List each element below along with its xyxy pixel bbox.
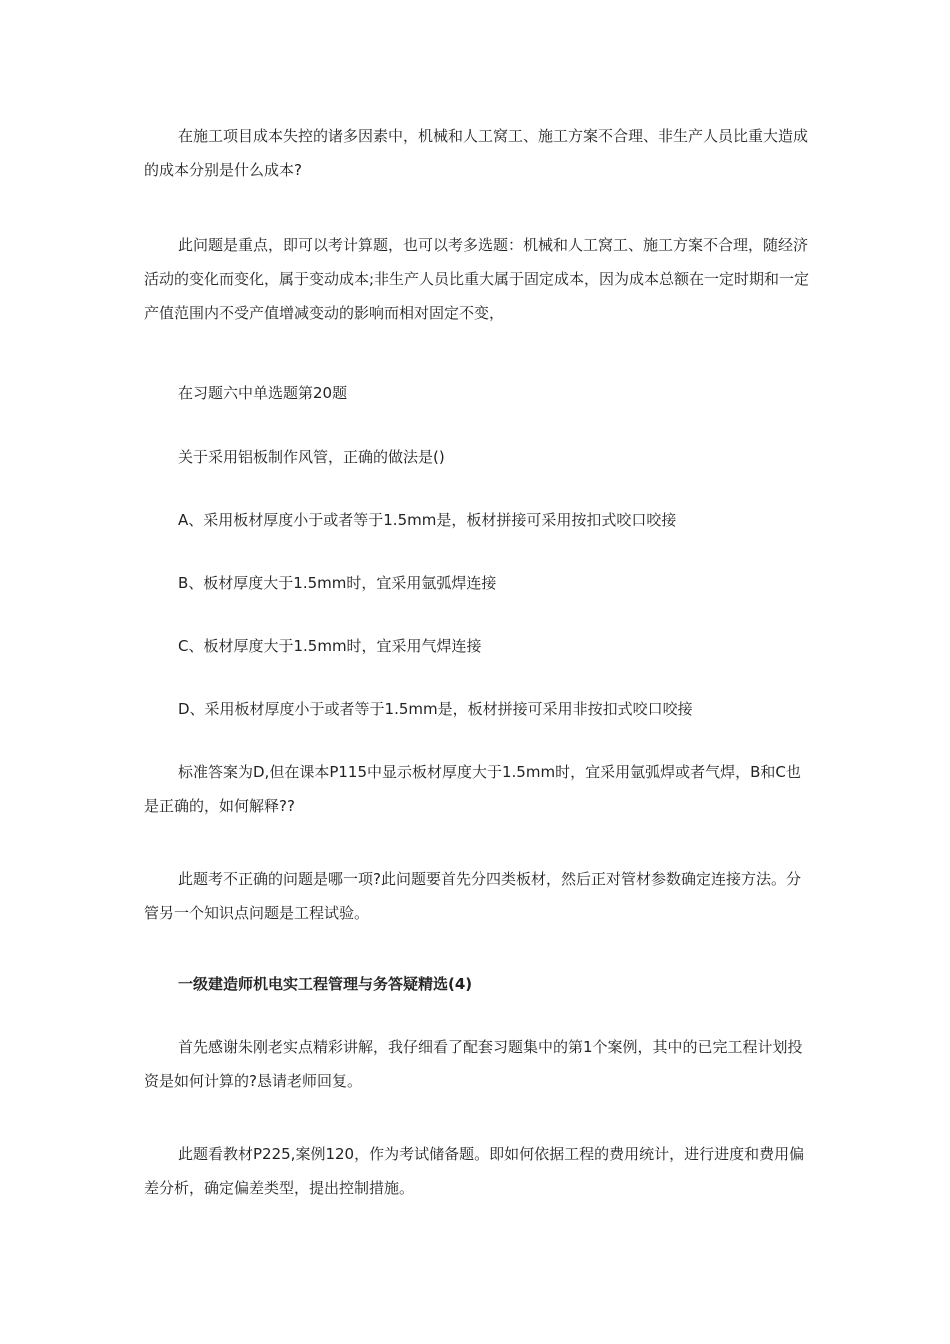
paragraph-option-c: C、板材厚度大于1.5mm时，宜采用气焊连接 — [178, 637, 482, 655]
paragraph-cost-question: 在施工项目成本失控的诸多因素中，机械和人工窝工、施工方案不合理、非生产人员比重大造成的成本分别是什么成本? — [144, 127, 809, 179]
paragraph-answer-question: 标准答案为D,但在课本P115中显示板材厚度大于1.5mm时，宜采用氩弧焊或者气焊，B和C也是正确的，如何解释?? — [144, 763, 801, 815]
paragraph-question-stem: 关于采用铝板制作风管，正确的做法是() — [178, 448, 445, 466]
paragraph-answer-explanation: 此题考不正确的问题是哪一项?此问题要首先分四类板材，然后正对管材参数确定连接方法。分管另一个知识点问题是工程试验。 — [144, 870, 801, 922]
paragraph-option-a: A、采用板材厚度小于或者等于1.5mm是，板材拼接可采用按扣式咬口咬接 — [178, 511, 677, 529]
paragraph-exercise-ref: 在习题六中单选题第20题 — [178, 384, 348, 402]
section-heading: 一级建造师机电实工程管理与务答疑精选(4) — [178, 975, 473, 993]
paragraph-case-question: 首先感谢朱刚老实点精彩讲解，我仔细看了配套习题集中的第1个案例，其中的已完工程计划投资是如何计算的?恳请老师回复。 — [144, 1038, 803, 1090]
paragraph-option-d: D、采用板材厚度小于或者等于1.5mm是，板材拼接可采用非按扣式咬口咬接 — [178, 700, 693, 718]
paragraph-option-b: B、板材厚度大于1.5mm时，宜采用氩弧焊连接 — [178, 574, 497, 592]
paragraph-case-answer: 此题看教材P225,案例120，作为考试储备题。即如何依据工程的费用统计，进行进度和费用偏差分析，确定偏差类型，提出控制措施。 — [144, 1145, 805, 1197]
paragraph-cost-answer: 此问题是重点，即可以考计算题，也可以考多选题：机械和人工窝工、施工方案不合理，随经济活动的变化而变化，属于变动成本;非生产人员比重大属于固定成本，因为成本总额在一定时期和一定产值范围内不受产值增减变动的影响而相对固定不变， — [144, 236, 810, 322]
